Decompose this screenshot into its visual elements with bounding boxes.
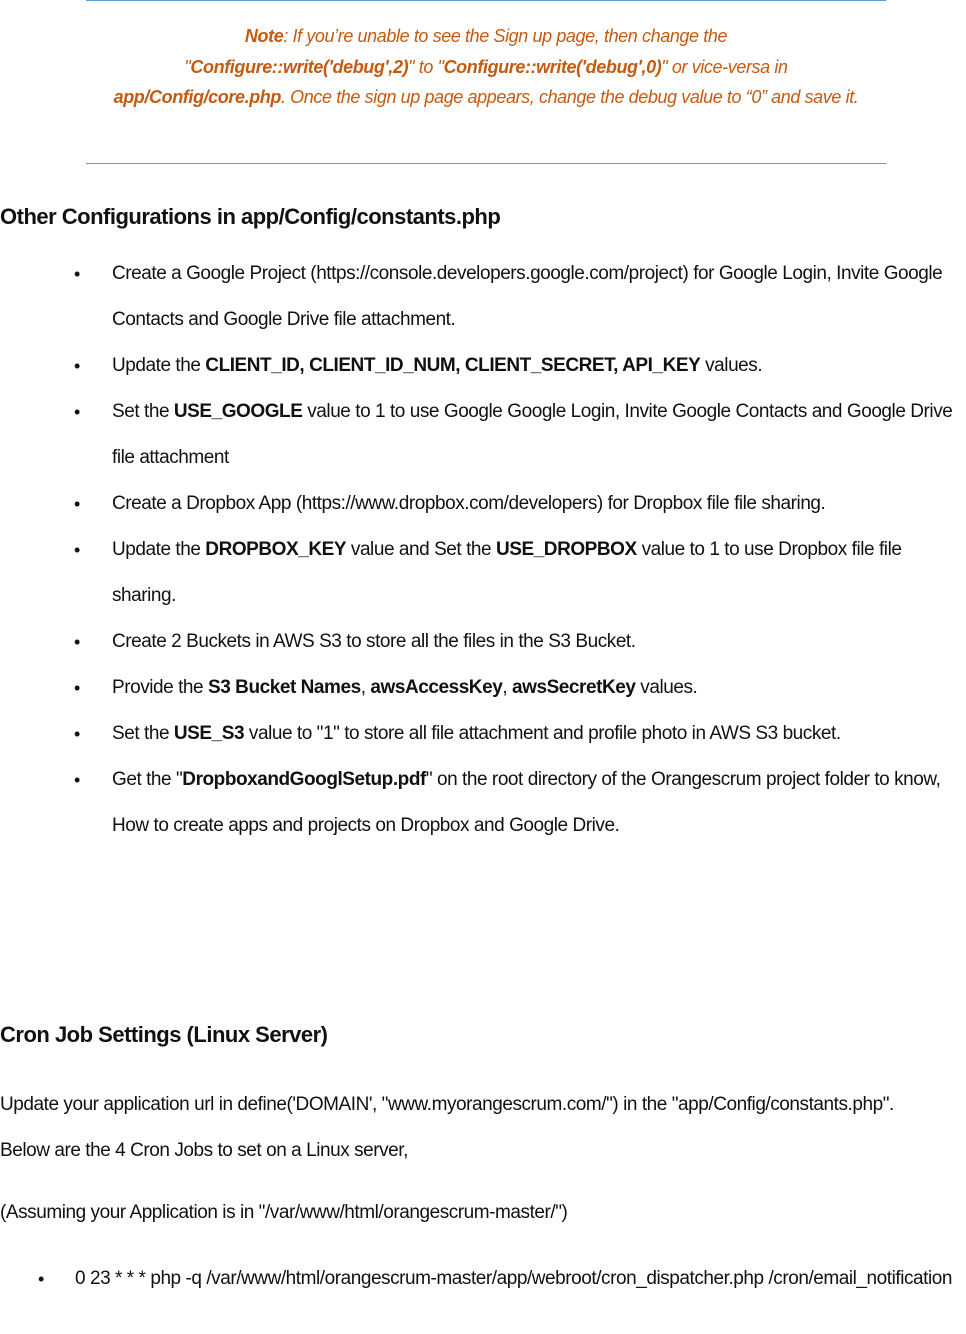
list-item: • Update the DROPBOX_KEY value and Set the USE_DROPBOX value to 1 to use Dropbox file file sharing. <box>0 527 966 619</box>
section-heading-cron: Cron Job Settings (Linux Server) <box>0 1022 328 1047</box>
note-box: Note: If you’re unable to see the Sign up page, then change the "Configure::write('debug',2)" to "Configure::write('debug',0)" or vice-versa in app/Config/core.php. Once the sign up page appears, change the debug value to “0” and save it. <box>86 0 886 164</box>
debug-code-2: Configure::write('debug',2) <box>190 56 409 77</box>
list-item: • Update the CLIENT_ID, CLIENT_ID_NUM, CLIENT_SECRET, API_KEY values. <box>0 343 966 389</box>
list-item: • Create 2 Buckets in AWS S3 to store all the files in the S3 Bucket. <box>0 619 966 665</box>
bullet-icon: • <box>74 632 80 652</box>
bullet-icon: • <box>74 540 80 560</box>
bullet-icon: • <box>74 356 80 376</box>
note-label: Note <box>244 26 284 46</box>
domain-paragraph: Update your application url in define('DOMAIN', "www.myorangescrum.com/") in the "app/Config/constants.php". Below are the 4 Cron Jobs to set on a Linux server, <box>0 1094 894 1161</box>
bullet-icon: • <box>74 678 80 698</box>
list-item: • Provide the S3 Bucket Names, awsAccessKey, awsSecretKey values. <box>0 665 966 711</box>
constants-list <box>0 251 966 849</box>
list-item: • Set the USE_GOOGLE value to 1 to use Google Google Login, Invite Google Contacts and Google Drive file attachment <box>0 389 966 481</box>
bullet-icon: • <box>74 264 80 284</box>
bullet-icon: • <box>74 494 80 514</box>
cron-list <box>0 1256 955 1302</box>
section-heading-constants: Other Configurations in app/Config/constants.php <box>0 204 501 229</box>
debug-code-0: Configure::write('debug',0) <box>443 56 662 77</box>
list-item: • Create a Dropbox App (https://www.dropbox.com/developers) for Dropbox file file sharing. <box>0 481 966 527</box>
bullet-icon: • <box>74 724 80 744</box>
assumption-paragraph: (Assuming your Application is in "/var/www/html/orangescrum-master/") <box>0 1202 568 1223</box>
list-item: • Get the "DropboxandGooglSetup.pdf" on the root directory of the Orangescrum project folder to know, How to create apps and projects on Dropbox and Google Drive. <box>0 757 966 849</box>
bullet-icon: • <box>74 402 80 422</box>
list-item: • 0 23 * * * php -q /var/www/html/orangescrum-master/app/webroot/cron_dispatcher.php /cron/email_notification <box>0 1256 955 1302</box>
list-item: • Create a Google Project (https://console.developers.google.com/project) for Google Login, Invite Google Contacts and Google Drive file attachment. <box>0 251 966 343</box>
core-path: app/Config/core.php <box>113 87 281 107</box>
bullet-icon: • <box>38 1269 44 1289</box>
list-item: • Set the USE_S3 value to "1" to store all file attachment and profile photo in AWS S3 bucket. <box>0 711 966 757</box>
bullet-icon: • <box>74 770 80 790</box>
